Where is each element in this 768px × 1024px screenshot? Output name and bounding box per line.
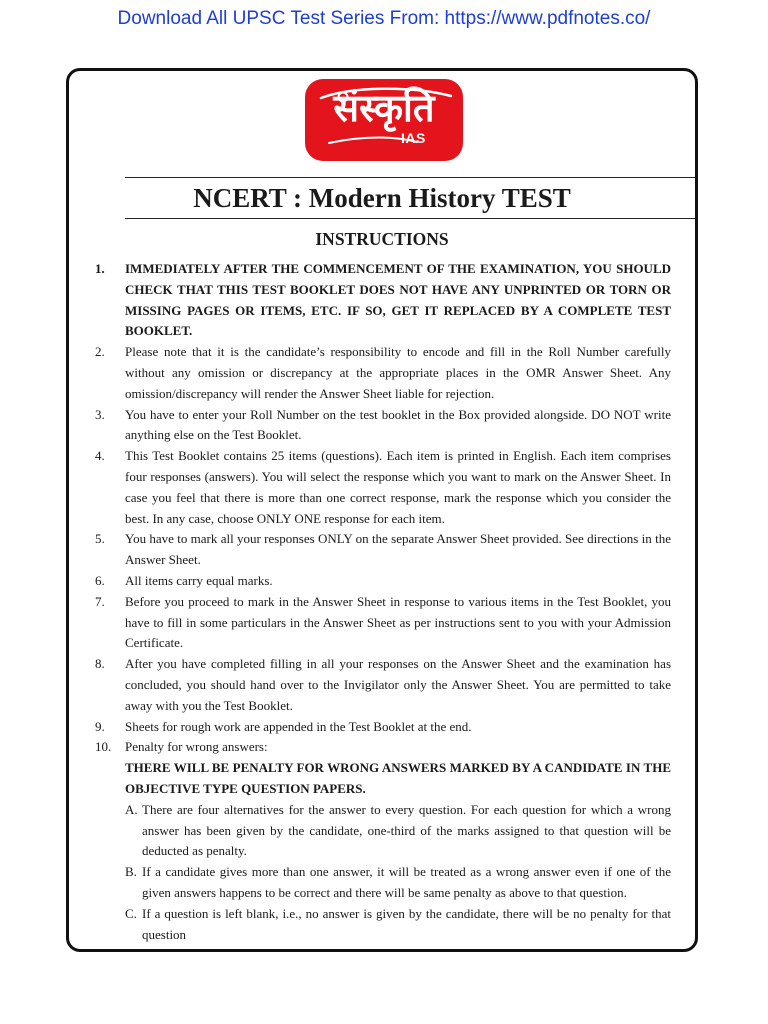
instructions-list — [95, 259, 671, 945]
instruction-item — [95, 342, 671, 404]
instruction-number: 2. — [95, 344, 105, 360]
penalty-rule-letter: B. — [125, 864, 137, 880]
instruction-text: IMMEDIATELY AFTER THE COMMENCEMENT OF THE EXAMINATION, YOU SHOULD CHECK THAT THIS TEST BOOKLET DOES NOT HAVE ANY UNPRINTED OR TORN OR MISSING PAGES OR ITEMS, ETC. IF SO, GET IT REPLACED BY A COMPLETE TEST BOOKLET. — [125, 261, 671, 339]
instruction-number: 3. — [95, 406, 105, 422]
download-link[interactable]: Download All UPSC Test Series From: https://www.pdfnotes.co/ — [117, 8, 651, 29]
instruction-item — [95, 717, 671, 738]
instruction-text: After you have completed filling in all your responses on the Answer Sheet and the examination has concluded, you should hand over to the Invigilator only the Answer Sheet. You are permitted to take away with you the Test Booklet. — [125, 656, 671, 713]
instruction-number: 10. — [95, 739, 112, 755]
penalty-rule-letter: C. — [125, 905, 137, 921]
sanskriti-ias-logo — [305, 79, 463, 161]
penalty-rule-item — [125, 800, 671, 862]
logo-script-text: संस्कृति — [333, 86, 435, 130]
page-title: NCERT : Modern History TEST — [193, 183, 571, 213]
instruction-number: 8. — [95, 656, 105, 672]
instruction-item — [95, 529, 671, 571]
instruction-number: 6. — [95, 572, 105, 588]
penalty-rule-text: If a candidate gives more than one answer, it will be treated as a wrong answer even if one of the given answers happens to be correct and there will be same penalty as above to that question. — [142, 864, 671, 900]
instruction-item — [95, 405, 671, 447]
instruction-text: You have to mark all your responses ONLY on the separate Answer Sheet provided. See directions in the Answer Sheet. — [125, 531, 671, 568]
title-rule-top — [125, 177, 695, 178]
penalty-rule-letter: A. — [125, 801, 138, 817]
instruction-item — [95, 737, 671, 945]
penalty-rule-text: If a question is left blank, i.e., no answer is given by the candidate, there will be no penalty for that question — [142, 905, 671, 942]
instruction-item — [95, 654, 671, 716]
instruction-number: 5. — [95, 531, 105, 547]
penalty-rules-list — [125, 800, 671, 946]
penalty-rule-item — [125, 904, 671, 946]
instruction-item — [95, 571, 671, 592]
logo-ias-text: IAS — [401, 130, 426, 146]
instruction-number: 9. — [95, 718, 105, 734]
instruction-number: 7. — [95, 593, 105, 609]
instruction-text: You have to enter your Roll Number on the test booklet in the Box provided alongside. DO NOT write anything else on the Test Booklet. — [125, 406, 671, 443]
instruction-text: All items carry equal marks. — [125, 572, 273, 588]
penalty-statement: THERE WILL BE PENALTY FOR WRONG ANSWERS MARKED BY A CANDIDATE IN THE OBJECTIVE TYPE QUESTION PAPERS. — [125, 760, 671, 796]
instruction-text: Penalty for wrong answers: — [125, 739, 268, 755]
instructions-heading: INSTRUCTIONS — [315, 229, 449, 249]
instruction-text: Before you proceed to mark in the Answer Sheet in response to various items in the Test Booklet, you have to fill in some particulars in the Answer Sheet as per instructions sent to you with your Admission Certificate. — [125, 593, 671, 651]
instruction-number: 4. — [95, 448, 105, 464]
instruction-item — [95, 446, 671, 529]
title-rule-bottom — [125, 218, 695, 219]
instruction-text: This Test Booklet contains 25 items (questions). Each item is printed in English. Each item comprises four responses (answers). You will select the response which you want to mark on the Answer Sheet. In case you feel that there is more than one correct response, mark the response which you consider the best. In any case, choose ONLY ONE response for each item. — [125, 448, 671, 526]
penalty-rule-text: There are four alternatives for the answer to every question. For each question for which a wrong answer has been given by the candidate, one-third of the marks assigned to that question will be deducted as penalty. — [142, 801, 671, 859]
instruction-number: 1. — [95, 261, 105, 276]
instruction-text: Please note that it is the candidate’s responsibility to encode and fill in the Roll Number carefully without any omission or discrepancy at the appropriate places in the OMR Answer Sheet. Any omission/discrepancy will render the Answer Sheet liable for rejection. — [125, 344, 671, 401]
penalty-rule-item — [125, 862, 671, 904]
instruction-item — [95, 592, 671, 654]
instruction-text: Sheets for rough work are appended in the Test Booklet at the end. — [125, 718, 472, 734]
instruction-item — [95, 259, 671, 342]
